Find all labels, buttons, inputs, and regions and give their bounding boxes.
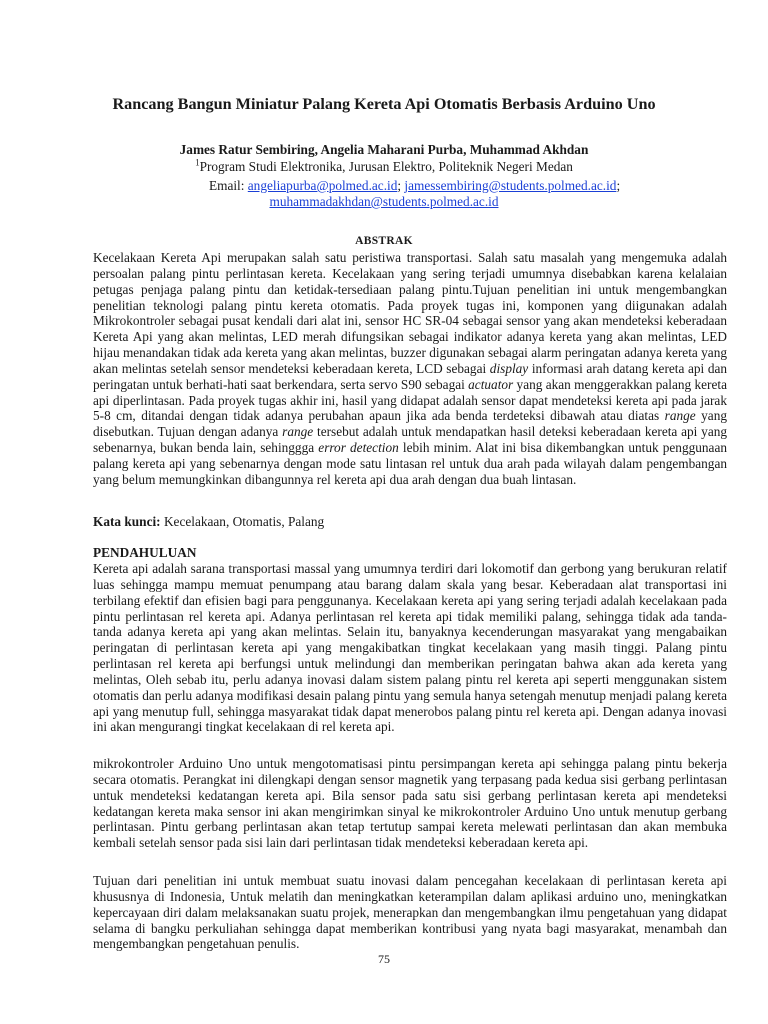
page-number: 75 <box>378 952 390 966</box>
email-separator: ; <box>616 178 621 193</box>
abstract-text: yang disebutkan. Tujuan dengan adanya <box>93 408 727 440</box>
abstract-italic-term: range <box>664 408 696 424</box>
abstract-italic-term: actuator <box>468 376 514 392</box>
intro-paragraph-1: Kereta api adalah sarana transportasi massal yang umumnya terdiri dari lokomotif dan gerbong yang berukuran relatif luas sehingga mampu memuat penumpang atau barang dalam skala yang besar. Keberadaan alat transportasi ini terbilang efektif dan efisien bagi para penggunanya. Kecelakaan kereta api yang sering terjadi adalah kecelakaan pada pintu perlintasan rel kereta api. Adanya perlintasan rel kereta api tidak memiliki palang, sehingga tidak ada tanda-tanda adanya kereta api yang akan melintas. Selain itu, banyaknya kecenderungan masyarakat yang mengabaikan peringatan di perlintasan kereta api yang mengakibatkan tingkat kecelakaan yang masih tinggi. Palang pintu perlintasan rel kereta api berfungsi untuk melindungi dan memberikan peringatan bahwa akan ada kereta yang melintas, Oleh sebab itu, perlu adanya inovasi dalam sistem palang pintu rel kereta api seperti menggunakan sistem otomatis dan perlu adanya modifikasi desain palang pintu yang semula hanya setengah menutup menjadi palang kereta api yang menutup full, sehingga masyarakat tidak dapat menerobos palang pintu rel kereta api. Dengan adanya inovasi ini akan mengurangi tingkat kecelakaan di rel kereta api. <box>93 561 727 735</box>
abstract-heading: ABSTRAK <box>355 235 413 247</box>
keywords-value: Kecelakaan, Otomatis, Palang <box>163 514 325 529</box>
affiliation-marker: 1 <box>195 157 200 168</box>
abstract-text: informasi arah datang kereta api dan peringatan untuk berhati-hati saat berkendara, serta servo S90 sebagai <box>93 360 728 392</box>
paper-title: Rancang Bangun Miniatur Palang Kereta Api Otomatis Berbasis Arduino Uno <box>112 95 656 113</box>
abstract-text: lebih minim. Alat ini bisa dikembangkan untuk penggunaan palang kereta api yang sebenarnya dengan mode satu lintasan rel untuk dua arah pada wilayah dalam pengembangan yang belum memungkinkan dibangunnya rel kereta api dua arah dengan dua buah lintasan. <box>93 440 728 487</box>
abstract-text: tersebut adalah untuk mendapatkan hasil deteksi keberadaan kereta api yang sebenarnya, bukan benda lain, sehinggga <box>93 424 728 456</box>
abstract-body <box>93 250 727 488</box>
abstract-italic-term: error detection <box>318 440 399 456</box>
email-line <box>209 178 620 194</box>
section-heading-pendahuluan: PENDAHULUAN <box>93 545 197 560</box>
abstract-text: Kecelakaan Kereta Api merupakan salah satu peristiwa transportasi. Salah satu masalah yang mengemuka adalah persoalan palang pintu perlintasan kereta. Kecelakaan yang sering terjadi umumnya disebabkan karena kelalaian petugas penjaga palang pintu dan ketidak-tersediaan palang pintu.Tujuan penelitian ini untuk mengembangkan penelitian teknologi palang pintu kereta otomatis. Pada proyek tugas ini, komponen yang diigunakan adalah Mikrokontroler sebagai pusat kendali dari alat ini, sensor HC SR-04 sebagai sensor yang akan mendeteksi keberadaan Kereta Api yang akan melintas, LED merah difungsikan sebagai indikator adanya kereta yang akan melintas, LED hijau menandakan tidak ada kereta yang akan melintas, buzzer digunakan sebagai alarm peringatan adanya kereta yang akan melintas setelah sensor mendeteksi keberadaan kereta, LCD sebagai <box>93 250 727 376</box>
intro-paragraph-3: Tujuan dari penelitian ini untuk membuat suatu inovasi dalam pencegahan kecelakaan di perlintasan kereta api khususnya di Indonesia, Untuk melatih dan meningkatkan keterampilan dalam aplikasi arduino uno, meningkatkan kepercayaan diri dalam melaksanakan suatu projek, menerapkan dan mengembangkan ilmu pengetahuan yang didapat selama di bangku perkuliahan sehingga dapat memberikan kontribusi yang nyata bagi masyarakat, menambah dan mengembangkan pengetahuan penulis. <box>93 873 727 952</box>
abstract-italic-term: display <box>489 360 529 376</box>
email-line-2 <box>60 194 708 210</box>
email-separator: ; <box>397 178 402 193</box>
affiliation <box>60 159 708 175</box>
abstract-italic-term: range <box>282 424 314 440</box>
keywords <box>93 514 324 530</box>
email-link-james[interactable]: jamessembiring@students.polmed.ac.id <box>404 178 617 193</box>
email-link-angelia[interactable]: angeliapurba@polmed.ac.id <box>247 178 398 193</box>
intro-paragraph-2: mikrokontroler Arduino Uno untuk mengotomatisasi pintu persimpangan kereta api sehingga palang pintu bekerja secara otomatis. Perangkat ini dilengkapi dengan sensor magnetik yang terpasang pada kedua sisi gerbang perlintasan untuk mendeteksi kedatangan kereta api. Bila sensor pada satu sisi gerbang perlintasan kereta api mendeteksi kedatangan kereta maka sensor ini akan mengirimkan sinyal ke mikrokontroler Arduino Uno untuk menutup gerbang perlintasan. Pintu gerbang perlintasan akan tetap tertutup sampai kereta melewati perlintasan dan akan membuka kembali setelah sensor pada sisi lain dari perlintasan tidak mendeteksi keberadaan kereta api. <box>93 756 727 851</box>
email-link-akhdan[interactable]: muhammadakhdan@students.polmed.ac.id <box>269 194 499 209</box>
affiliation-text: Program Studi Elektronika, Jurusan Elektro, Politeknik Negeri Medan <box>199 159 573 174</box>
abstract-text: yang akan menggerakkan palang kereta api diperlintasan. Pada proyek tugas akhir ini, hasil yang didapat adalah sensor dapat mendeteksi kereta api pada jarak 5-8 cm, ditandai dengan tidak adanya perubahan apaun jika ada benda terdeteksi dibawah atau diatas <box>93 376 727 424</box>
email-label: Email: <box>209 178 245 193</box>
author-list: James Ratur Sembiring, Angelia Maharani Purba, Muhammad Akhdan <box>179 142 589 157</box>
keywords-label: Kata kunci: <box>93 514 161 529</box>
